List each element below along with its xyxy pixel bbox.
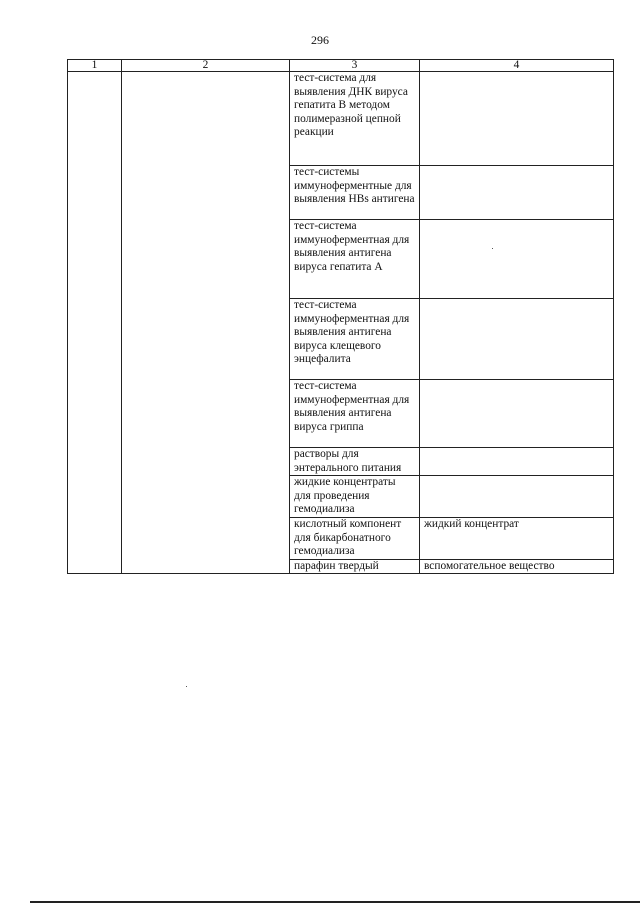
cell-col-4 (420, 166, 614, 220)
cell-col-3: тест-система иммуноферментная для выявления антигена вируса гриппа (290, 380, 420, 448)
cell-col-4: жидкий концентрат (420, 517, 614, 559)
cell-col-3: жидкие концентраты для проведения гемодиализа (290, 476, 420, 518)
cell-col-3: кислотный компонент для бикарбонатного гемодиализа (290, 517, 420, 559)
header-col-4: 4 (420, 60, 614, 72)
scan-edge-line (30, 901, 640, 903)
cell-col-3: тест-система для выявления ДНК вируса гепатита В методом полимеразной цепной реакции (290, 72, 420, 166)
cell-col-3: тест-система иммуноферментная для выявления антигена вируса гепатита А (290, 220, 420, 299)
cell-col-3: тест-система иммуноферментная для выявления антигена вируса клещевого энцефалита (290, 299, 420, 380)
header-col-1: 1 (68, 60, 122, 72)
cell-col-3: парафин твердый (290, 559, 420, 574)
header-col-3: 3 (290, 60, 420, 72)
cell-col-3: растворы для энтерального питания (290, 448, 420, 476)
cell-col-4: вспомогательное вещество (420, 559, 614, 574)
cell-col-4 (420, 72, 614, 166)
medical-products-table (67, 59, 614, 574)
cell-col-3: тест-системы иммуноферментные для выявления HBs антигена (290, 166, 420, 220)
cell-col-4 (420, 220, 614, 299)
scan-speck (492, 248, 493, 249)
cell-col-4 (420, 448, 614, 476)
cell-col-4 (420, 299, 614, 380)
cell-col-4 (420, 380, 614, 448)
table-row (68, 72, 614, 166)
header-row (68, 60, 614, 72)
scan-speck (186, 686, 187, 687)
cell-col-1 (68, 72, 122, 574)
page-number: 296 (311, 33, 329, 47)
header-col-2: 2 (122, 60, 290, 72)
cell-col-2 (122, 72, 290, 574)
cell-col-4 (420, 476, 614, 518)
